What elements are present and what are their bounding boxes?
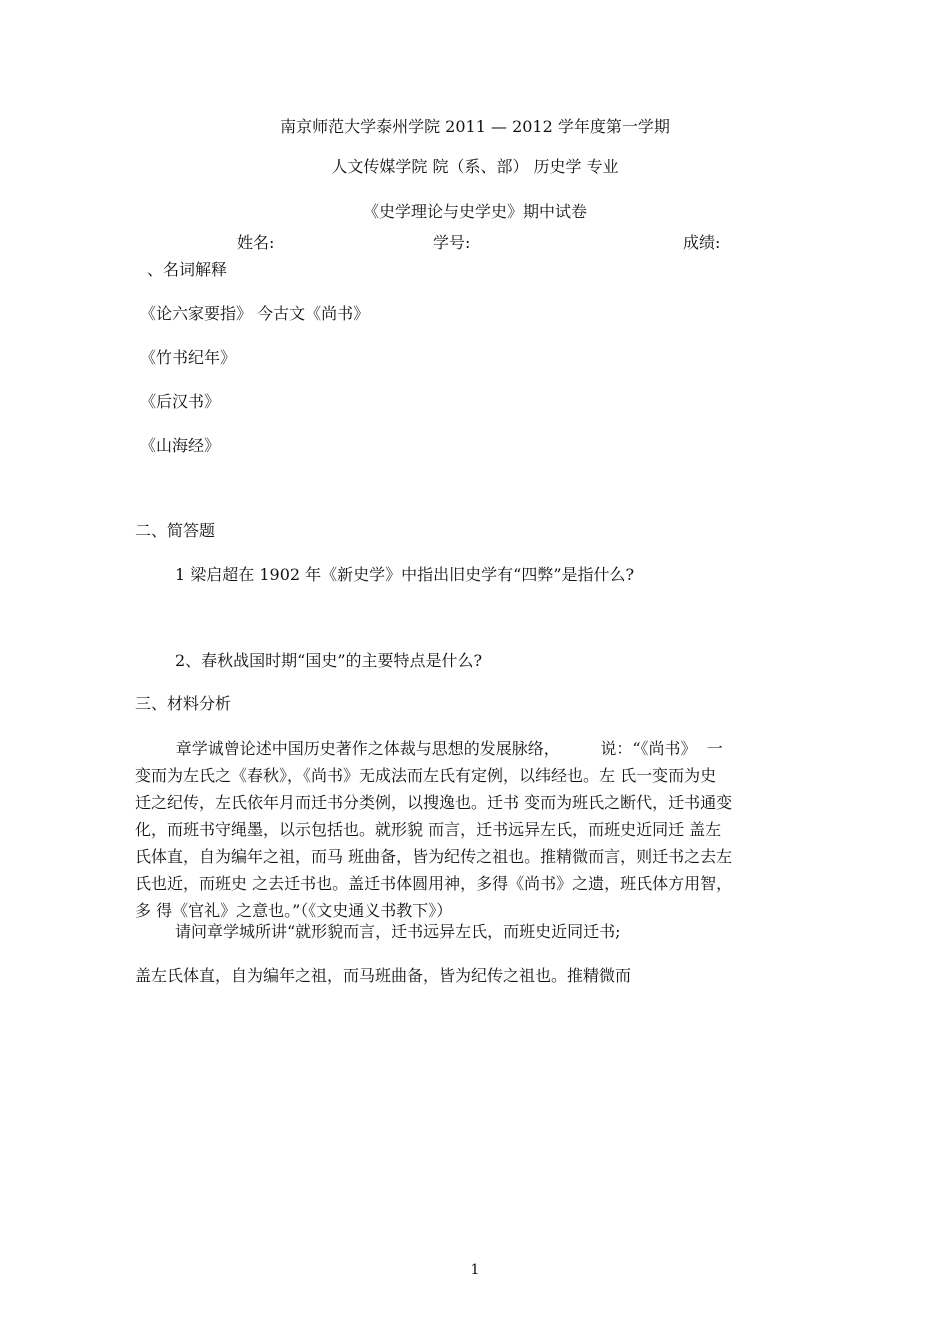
material-line: 章学诚曾论述中国历史著作之体裁与思想的发展脉络， 说：“《尚书》 一 [135,739,723,758]
term-item: 《论六家要指》 今古文《尚书》 [140,304,370,323]
question-2: 2、春秋战国时期“国史”的主要特点是什么? [175,651,483,670]
term-item: 《山海经》 [140,436,221,455]
material-line: 变而为左氏之《春秋》，《尚书》无成法而左氏有定例，以纬经也。左 氏一变而为史 [135,766,717,785]
name-label: 姓名: [237,233,275,252]
material-line: 迁之纪传，左氏依年月而迁书分类例，以搜逸也。迁书 变而为班氏之断代，迁书通变 [135,793,733,812]
score-label: 成绩: [683,233,721,252]
term-item: 《竹书纪年》 [140,348,237,367]
term-item: 《后汉书》 [140,392,221,411]
page-number: 1 [470,1262,480,1278]
header-line-1: 南京师范大学泰州学院 2011 — 2012 学年度第一学期 [280,117,670,136]
question-1: 1 梁启超在 1902 年《新史学》中指出旧史学有“四弊”是指什么? [175,565,635,584]
analysis-question-line-2: 盖左氏体直，自为编年之祖，而马班曲备，皆为纪传之祖也。推精微而 [135,966,632,985]
section-1-title: 、名词解释 [147,260,228,279]
section-2-title: 二、简答题 [135,521,216,540]
section-3-title: 三、材料分析 [135,694,232,713]
material-line: 多 得《官礼》之意也。”（《文史通义书教下》） [135,901,453,920]
header-line-2: 人文传媒学院 院（系、部） 历史学 专业 [331,157,619,176]
material-line: 氏体直，自为编年之祖，而马 班曲备，皆为纪传之祖也。推精微而言，则迁书之去左 [135,847,733,866]
exam-title: 《史学理论与史学史》期中试卷 [362,202,587,221]
source-material [135,735,815,924]
material-line: 化，而班书守绳墨，以示包括也。就形貌 而言，迁书远异左氏，而班史近同迁 盖左 [135,820,722,839]
analysis-question-line-1: 请问章学城所讲“就形貌而言，迁书远异左氏，而班史近同迁书; [175,922,621,941]
material-line: 氏也近，而班史 之去迁书也。盖迁书体圆用神，多得《尚书》之遗，班氏体方用智， [135,874,733,893]
student-id-label: 学号: [433,233,471,252]
